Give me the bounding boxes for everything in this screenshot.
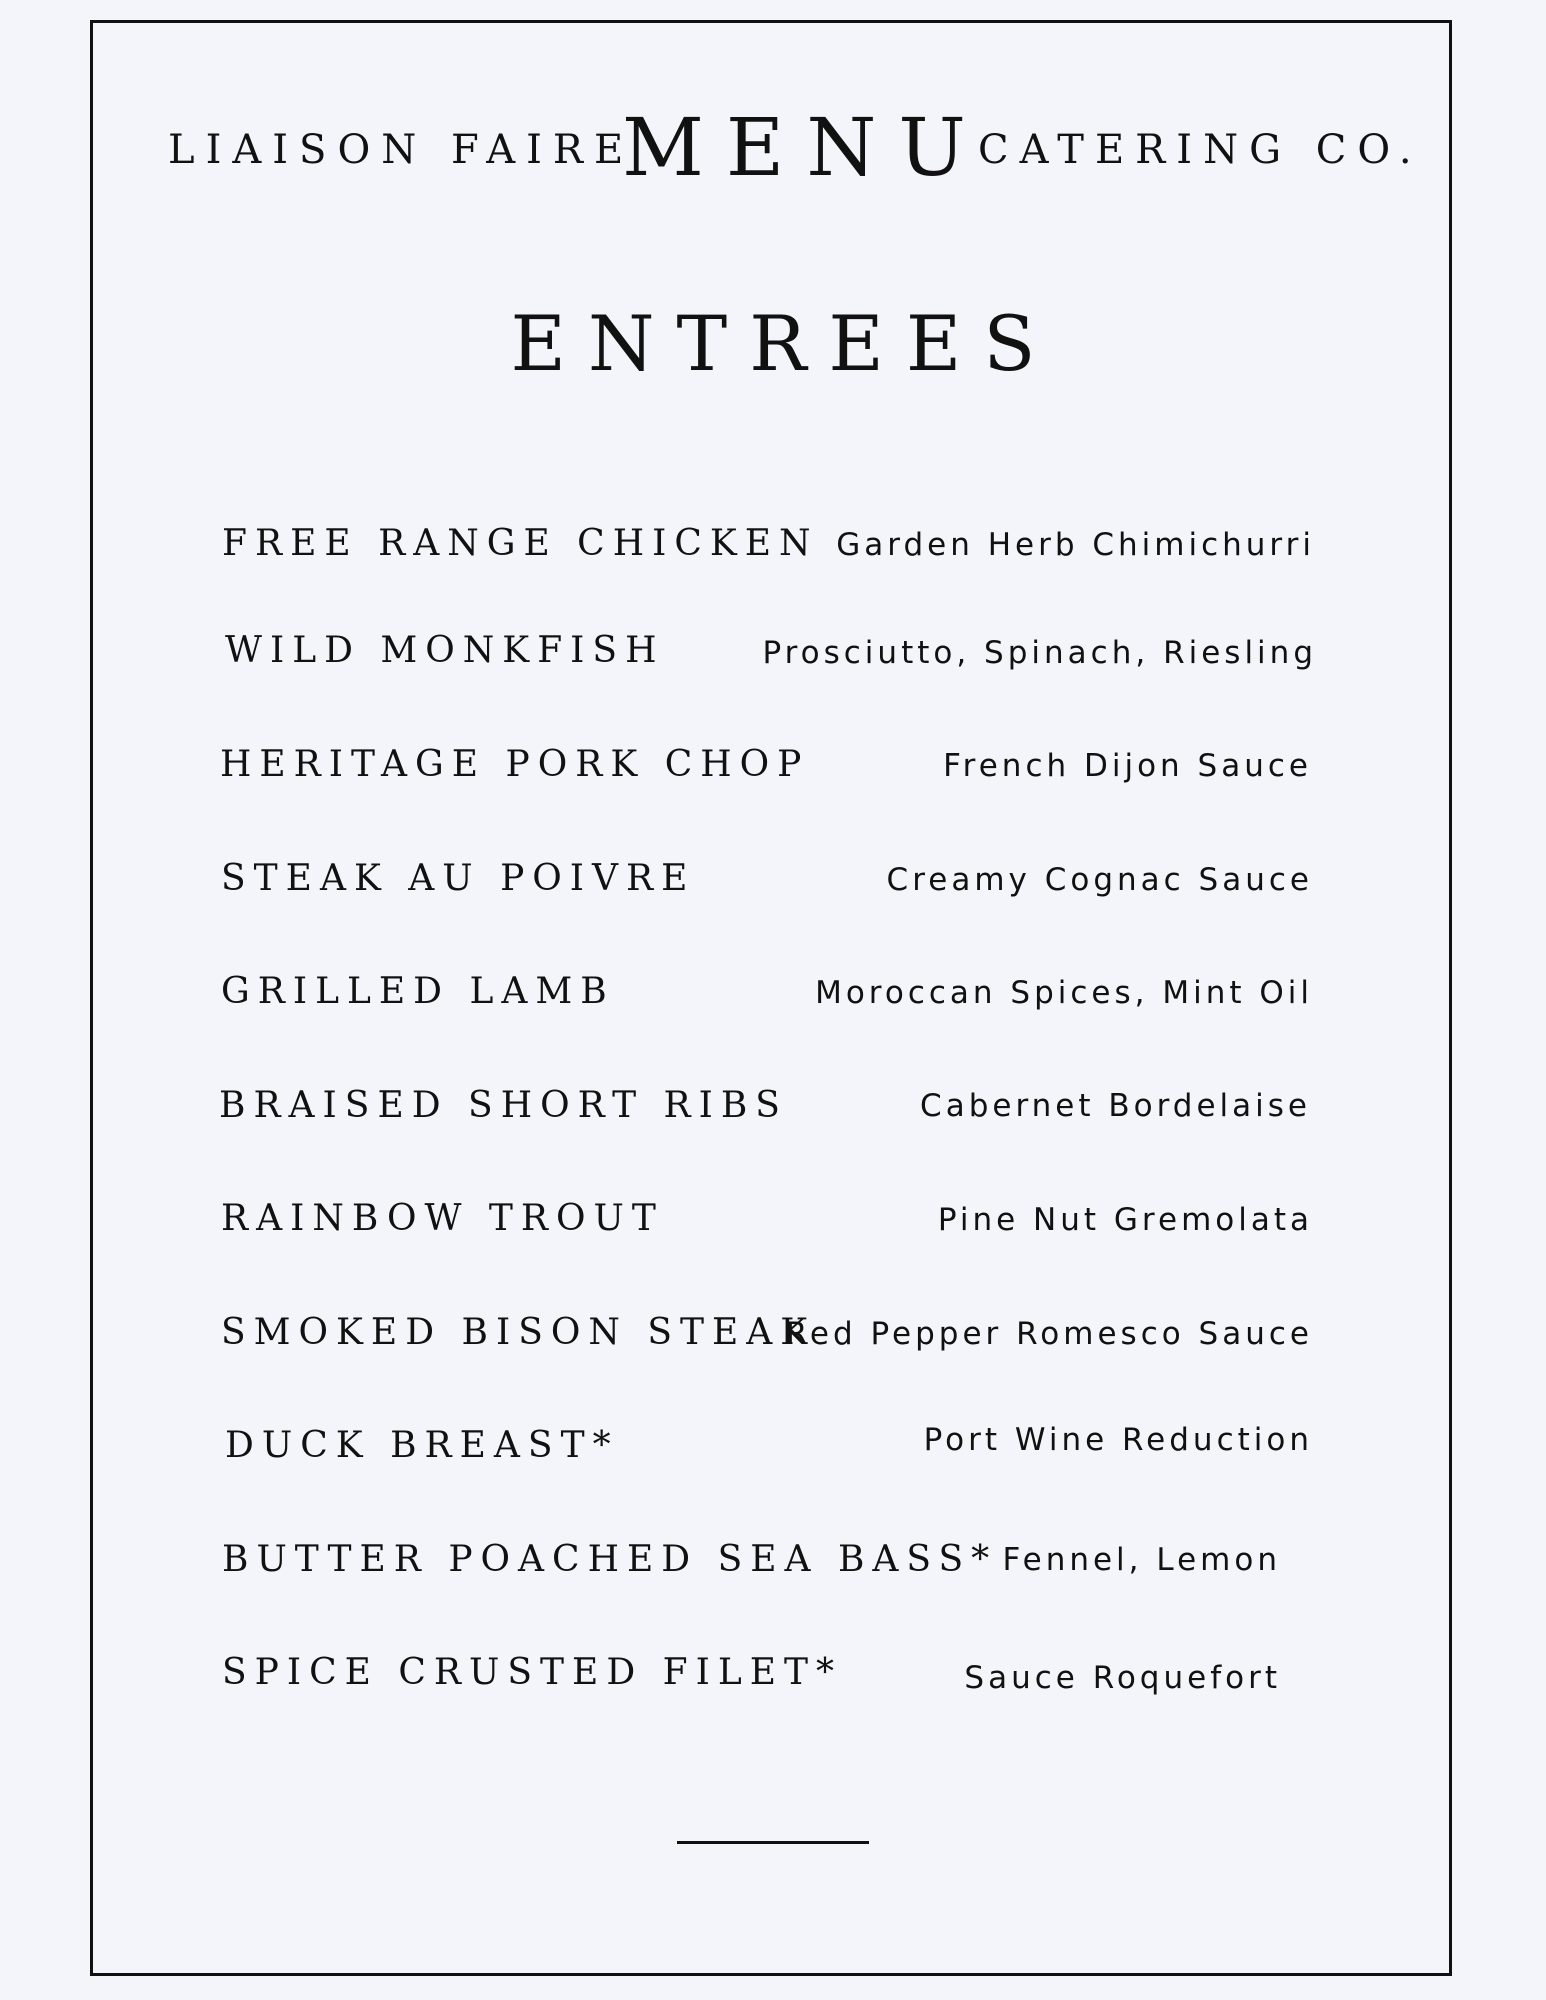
entree-sauce: Sauce Roquefort [964,1660,1281,1696]
entree-sauce: Prosciutto, Spinach, Riesling [762,635,1317,671]
entree-name: BUTTER POACHED SEA BASS* [222,1539,998,1580]
entree-name: GRILLED LAMB [221,971,615,1012]
menu-title: MENU [622,101,988,194]
entree-name: STEAK AU POIVRE [221,858,696,899]
entree-name: DUCK BREAST* [225,1425,619,1466]
entree-name: RAINBOW TROUT [221,1198,664,1239]
entree-sauce: Moroccan Spices, Mint Oil [815,975,1313,1011]
section-title-entrees: ENTREES [510,299,1058,388]
entree-name: BRAISED SHORT RIBS [219,1085,788,1126]
entree-name: HERITAGE PORK CHOP [220,744,810,785]
entree-name: FREE RANGE CHICKEN [222,523,819,564]
footer-divider-line [677,1841,869,1844]
entree-sauce: Red Pepper Romesco Sauce [785,1316,1313,1352]
entree-name: SMOKED BISON STEAK [221,1312,816,1353]
entree-sauce: Pine Nut Gremolata [937,1202,1313,1238]
header-business-name-right: CATERING CO. [978,127,1423,173]
header-business-name-left: LIAISON FAIRE [168,127,635,173]
entree-name: WILD MONKFISH [225,630,665,671]
entree-sauce: Fennel, Lemon [1002,1542,1281,1578]
entree-sauce: Port Wine Reduction [923,1422,1313,1458]
entree-sauce: Creamy Cognac Sauce [886,862,1313,898]
entree-name: SPICE CRUSTED FILET* [222,1652,843,1693]
entree-sauce: Garden Herb Chimichurri [836,527,1315,563]
entree-sauce: French Dijon Sauce [943,748,1312,784]
entree-sauce: Cabernet Bordelaise [920,1088,1311,1124]
